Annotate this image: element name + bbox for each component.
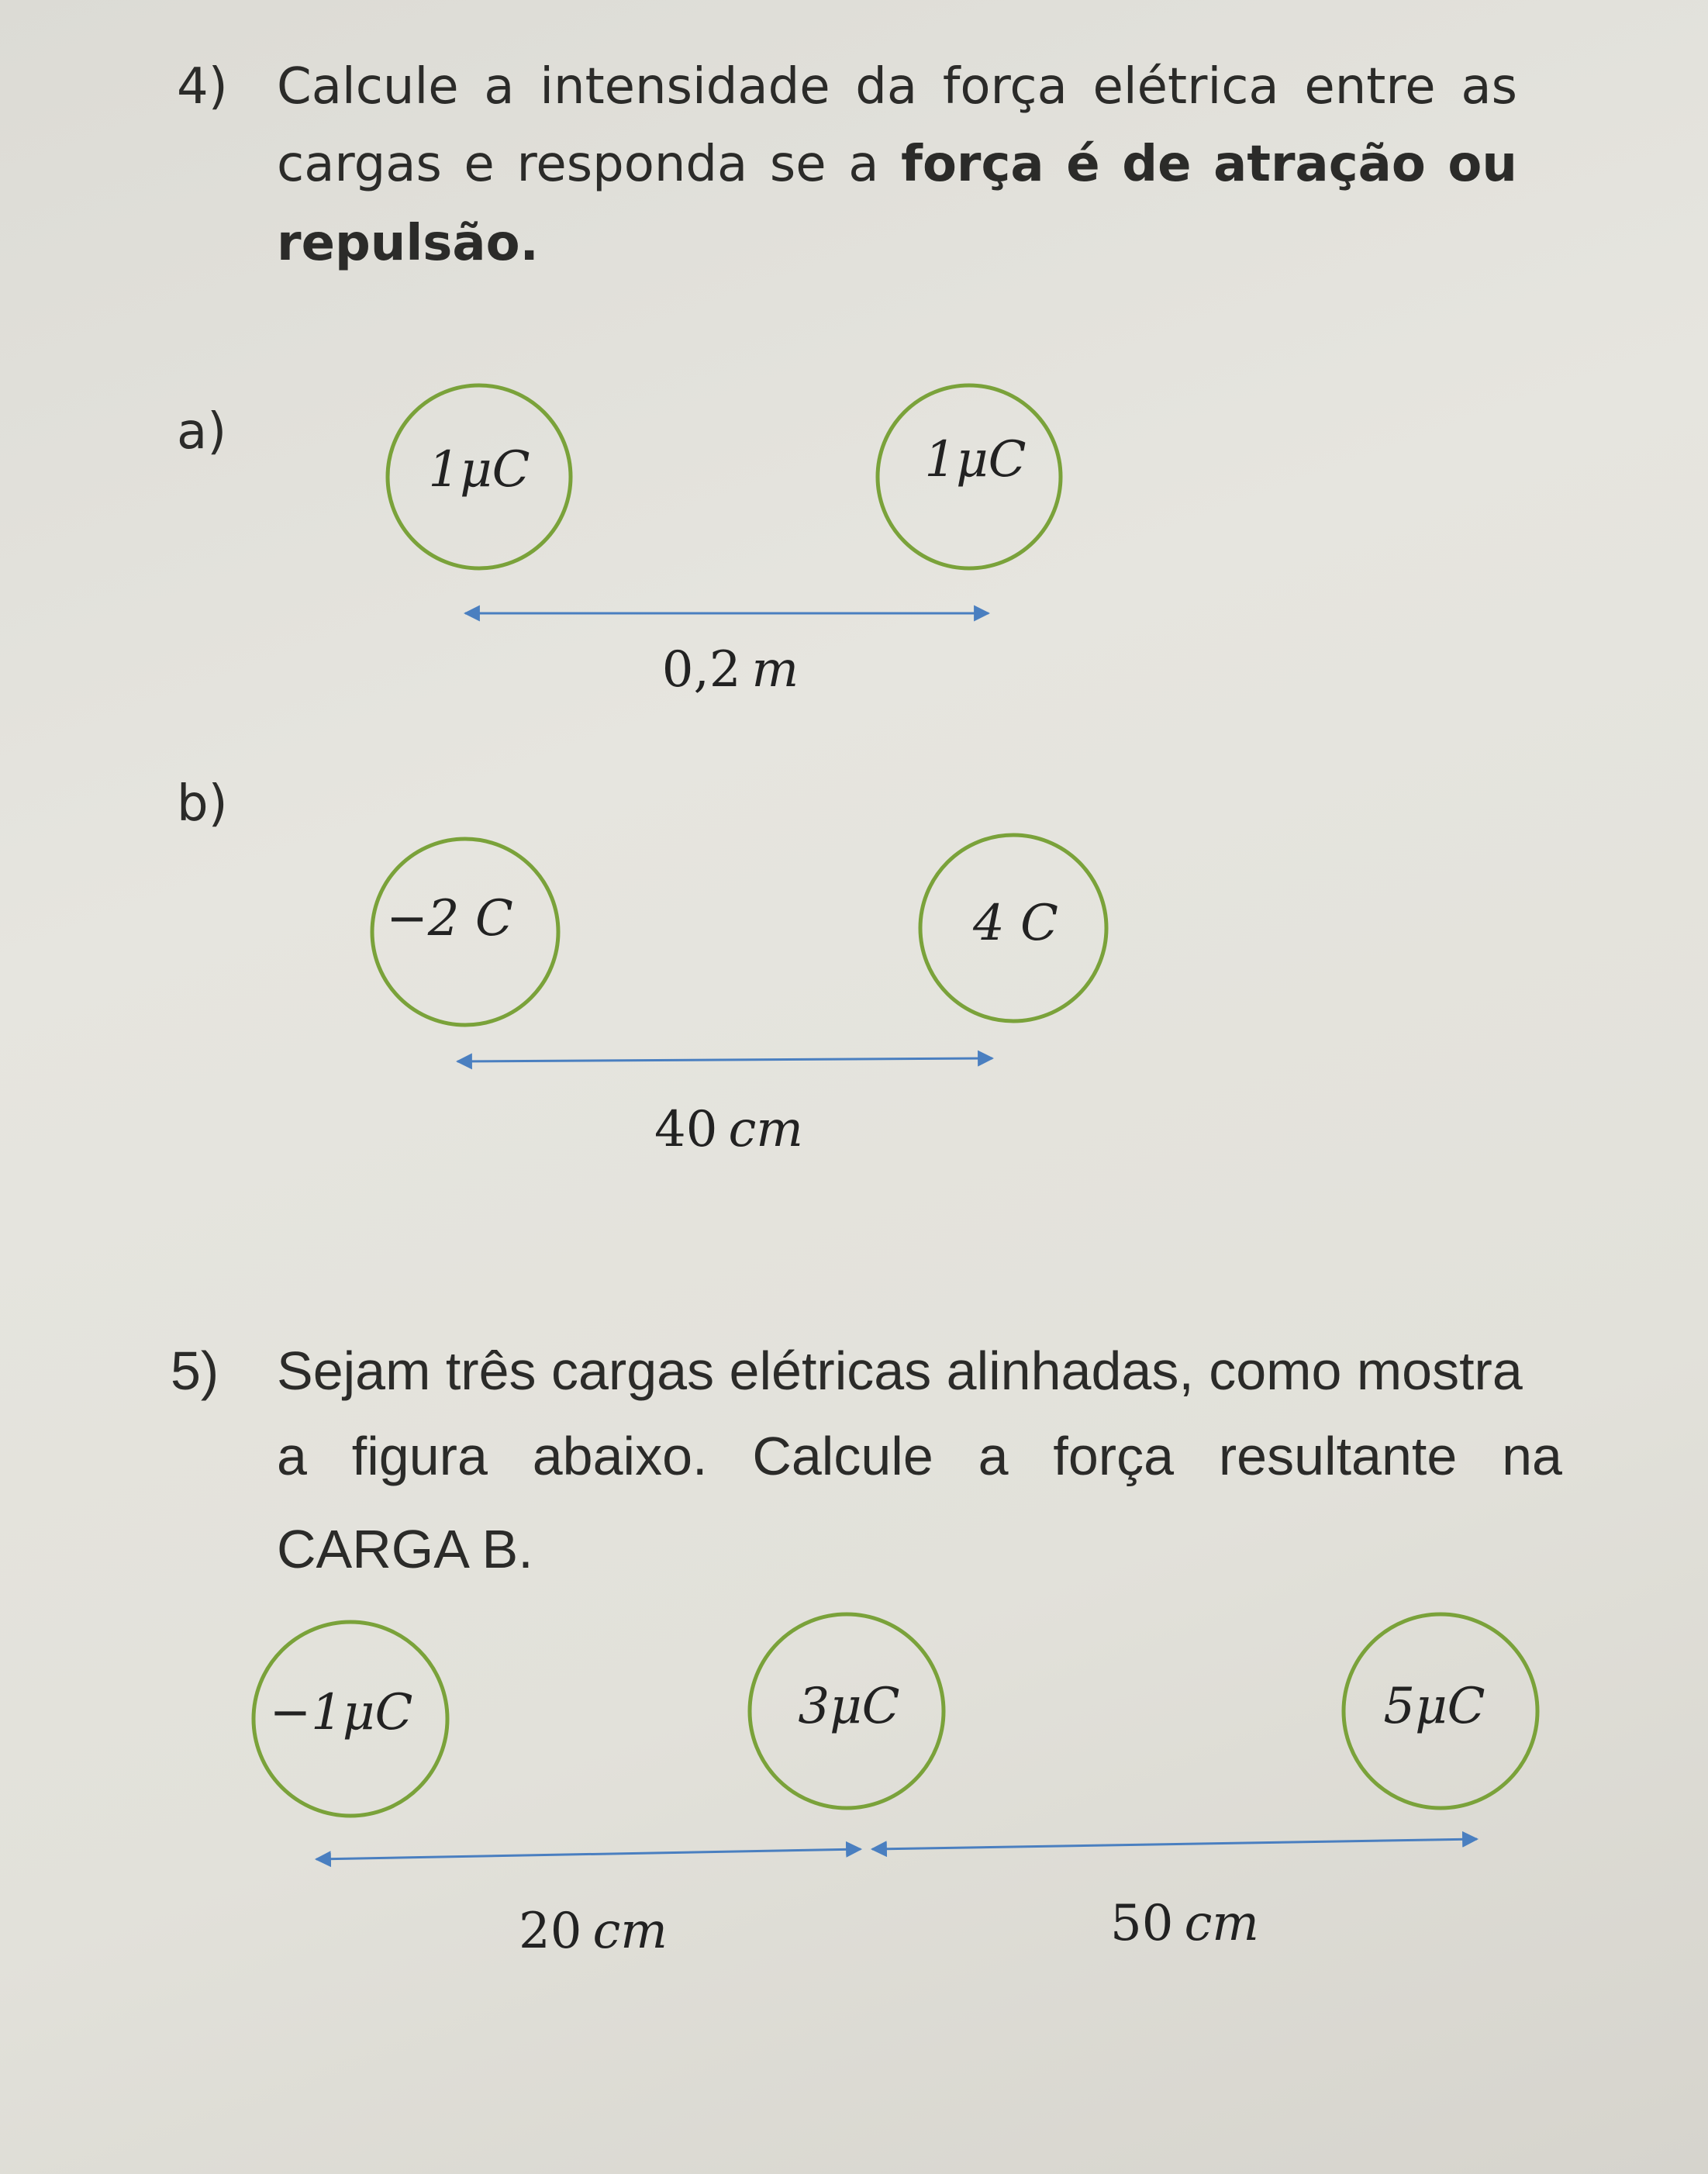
- word: força: [1053, 1426, 1175, 1486]
- word-bold: força: [901, 136, 1044, 193]
- charge-a-right: 1μC: [924, 431, 1027, 488]
- word: abaixo.: [532, 1426, 708, 1486]
- word: Calcule: [752, 1426, 933, 1486]
- word: na: [1502, 1426, 1562, 1486]
- diagram-a: [388, 385, 1061, 699]
- word: responda: [516, 136, 748, 193]
- word: a: [978, 1426, 1009, 1486]
- distance-arrow-q5-2: [872, 1839, 1477, 1849]
- diagram-q5: [254, 1614, 1537, 1960]
- word-bold: repulsão.: [277, 215, 539, 272]
- word: as: [1461, 58, 1517, 116]
- word-bold: atração: [1213, 136, 1426, 193]
- item-a-label: a): [177, 403, 227, 461]
- word: força: [942, 58, 1068, 116]
- word: se: [769, 136, 826, 193]
- distance-arrow-q5-1: [316, 1849, 861, 1859]
- word: a: [848, 136, 879, 193]
- distance-b: 40 cm: [654, 1101, 803, 1158]
- word: Calcule: [277, 58, 459, 116]
- distance-arrow-b: [457, 1058, 992, 1061]
- question-5-line-1: Sejam três cargas elétricas alinhadas, como mostra: [277, 1341, 1523, 1401]
- question-5-line-3: CARGA B.: [277, 1519, 533, 1579]
- word: entre: [1304, 58, 1436, 116]
- word: cargas: [277, 136, 442, 193]
- word: elétrica: [1092, 58, 1279, 116]
- charge-b-right: 4 C: [972, 895, 1059, 952]
- item-b-label: b): [177, 775, 228, 833]
- charge-a-left: 1μC: [428, 441, 530, 499]
- word: resultante: [1218, 1426, 1458, 1486]
- word: figura: [351, 1426, 488, 1486]
- word: da: [855, 58, 918, 116]
- word: a: [277, 1426, 307, 1486]
- charge-q5-2: 3μC: [798, 1678, 900, 1735]
- charge-q5-1: −1μC: [269, 1684, 413, 1741]
- word: e: [464, 136, 495, 193]
- distance-q5-2: 50 cm: [1110, 1895, 1259, 1952]
- question-5-number: 5): [171, 1341, 219, 1401]
- distance-q5-1: 20 cm: [519, 1903, 668, 1960]
- diagram-b: [372, 835, 1106, 1158]
- word-bold: de: [1122, 136, 1192, 193]
- word-bold: ou: [1447, 136, 1517, 193]
- word: intensidade: [540, 58, 830, 116]
- word: a: [484, 58, 515, 116]
- question-4-number: 4): [177, 58, 228, 116]
- word-bold: é: [1066, 136, 1100, 193]
- charge-q5-3: 5μC: [1383, 1678, 1485, 1735]
- charge-b-left: −2 C: [386, 890, 513, 947]
- distance-a: 0,2 m: [661, 641, 799, 699]
